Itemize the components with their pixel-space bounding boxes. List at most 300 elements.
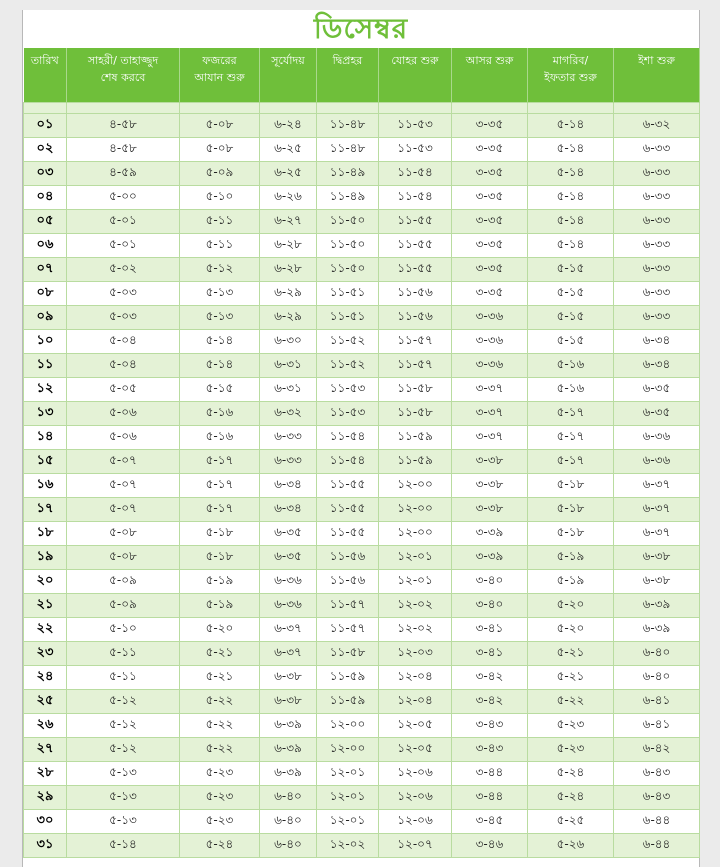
cell-noon: ১১-৫৫ (317, 522, 379, 546)
cell-date: ০৫ (24, 210, 67, 234)
cell-zuhr-start: ১১-৫৬ (379, 282, 452, 306)
cell-fajr-azan: ৫-১৩ (180, 306, 260, 330)
cell-asr-start: ৩-৩৫ (452, 258, 528, 282)
cell-noon: ১১-৫৬ (317, 570, 379, 594)
table-row (24, 786, 700, 810)
cell-maghrib-iftar: ৫-১৫ (528, 258, 614, 282)
cell-sunrise: ৬-৩৪ (260, 474, 317, 498)
cell-maghrib-iftar: ৫-১৭ (528, 426, 614, 450)
cell-maghrib-iftar: ৫-১৯ (528, 546, 614, 570)
cell-sehri-end: ৫-০৮ (67, 522, 180, 546)
cell-isha-start: ৬-৩৯ (614, 594, 700, 618)
cell-sehri-end: ৫-১০ (67, 618, 180, 642)
cell-zuhr-start: ১২-০৬ (379, 762, 452, 786)
table-row (24, 690, 700, 714)
cell-noon: ১২-০০ (317, 738, 379, 762)
cell-noon: ১১-৫৫ (317, 498, 379, 522)
cell-sehri-end: ৫-০৪ (67, 354, 180, 378)
cell-fajr-azan: ৫-২৩ (180, 786, 260, 810)
cell-sunrise: ৬-২৫ (260, 138, 317, 162)
cell-noon: ১১-৫৩ (317, 402, 379, 426)
table-row (24, 138, 700, 162)
cell-sunrise: ৬-২৬ (260, 186, 317, 210)
cell-fajr-azan: ৫-১১ (180, 234, 260, 258)
cell-noon: ১২-০০ (317, 714, 379, 738)
table-row (24, 426, 700, 450)
cell-sehri-end: ৫-০১ (67, 234, 180, 258)
cell-sehri-end: ৫-০৭ (67, 474, 180, 498)
cell-sehri-end: ৫-১৩ (67, 762, 180, 786)
cell-isha-start: ৬-৩৩ (614, 234, 700, 258)
cell-fajr-azan: ৫-১৭ (180, 498, 260, 522)
column-header-noon (317, 48, 379, 103)
column-header-zuhr-start (379, 48, 452, 103)
cell-date: ০২ (24, 138, 67, 162)
cell-sunrise: ৬-৩৬ (260, 570, 317, 594)
table-row (24, 546, 700, 570)
cell-sunrise: ৬-৩১ (260, 378, 317, 402)
cell-isha-start: ৬-৩৩ (614, 162, 700, 186)
prayer-times-table (23, 48, 700, 858)
cell-maghrib-iftar: ৫-২৩ (528, 738, 614, 762)
column-header-sublabel: ইফতার শুরু (544, 71, 597, 84)
cell-fajr-azan: ৫-১৭ (180, 450, 260, 474)
table-row (24, 594, 700, 618)
cell-isha-start: ৬-৩৯ (614, 618, 700, 642)
cell-sehri-end: ৫-১২ (67, 714, 180, 738)
cell-noon: ১১-৫৫ (317, 474, 379, 498)
cell-sunrise: ৬-২৯ (260, 306, 317, 330)
table-row (24, 450, 700, 474)
cell-sehri-end: ৫-০৯ (67, 570, 180, 594)
cell-sunrise: ৬-২৫ (260, 162, 317, 186)
cell-date: ১৪ (24, 426, 67, 450)
cell-maghrib-iftar: ৫-২১ (528, 642, 614, 666)
cell-date: ৩০ (24, 810, 67, 834)
table-row (24, 642, 700, 666)
cell-date: ০৬ (24, 234, 67, 258)
cell-sunrise: ৬-৩৮ (260, 666, 317, 690)
cell-zuhr-start: ১২-০৪ (379, 666, 452, 690)
cell-sehri-end: ৫-০৬ (67, 402, 180, 426)
cell-date: ৩১ (24, 834, 67, 858)
cell-sunrise: ৬-৩৯ (260, 762, 317, 786)
cell-zuhr-start: ১২-০১ (379, 546, 452, 570)
table-row (24, 618, 700, 642)
cell-zuhr-start: ১২-০৪ (379, 690, 452, 714)
cell-isha-start: ৬-৩৮ (614, 570, 700, 594)
cell-date: ০৩ (24, 162, 67, 186)
cell-noon: ১১-৫৪ (317, 426, 379, 450)
cell-isha-start: ৬-৪০ (614, 666, 700, 690)
cell-isha-start: ৬-৩৩ (614, 282, 700, 306)
cell-noon: ১১-৫০ (317, 258, 379, 282)
cell-date: ২৩ (24, 642, 67, 666)
cell-date: ০৯ (24, 306, 67, 330)
cell-sunrise: ৬-২৪ (260, 114, 317, 138)
cell-maghrib-iftar: ৫-২০ (528, 618, 614, 642)
cell-maghrib-iftar: ৫-১৭ (528, 450, 614, 474)
table-row (24, 810, 700, 834)
cell-asr-start: ৩-৩৫ (452, 234, 528, 258)
cell-zuhr-start: ১২-০০ (379, 522, 452, 546)
cell-maghrib-iftar: ৫-১৮ (528, 474, 614, 498)
cell-fajr-azan: ৫-১৪ (180, 354, 260, 378)
cell-sunrise: ৬-৩৭ (260, 642, 317, 666)
page-title: ডিসেম্বর (313, 12, 409, 45)
cell-maghrib-iftar: ৫-১৪ (528, 210, 614, 234)
cell-asr-start: ৩-৩৫ (452, 138, 528, 162)
column-header-sehri-end (67, 48, 180, 103)
table-row (24, 330, 700, 354)
cell-noon: ১২-০২ (317, 834, 379, 858)
cell-zuhr-start: ১১-৫৭ (379, 330, 452, 354)
cell-fajr-azan: ৫-২২ (180, 738, 260, 762)
column-header-label: সূর্যোদয় (271, 54, 305, 67)
cell-zuhr-start: ১২-০১ (379, 570, 452, 594)
cell-isha-start: ৬-৩৬ (614, 426, 700, 450)
cell-zuhr-start: ১১-৫৫ (379, 258, 452, 282)
cell-asr-start: ৩-৪০ (452, 570, 528, 594)
column-header-isha-start (614, 48, 700, 103)
cell-asr-start: ৩-৪৩ (452, 738, 528, 762)
table-row (24, 354, 700, 378)
cell-sehri-end: ৫-০৮ (67, 546, 180, 570)
table-row (24, 282, 700, 306)
cell-isha-start: ৬-৩৩ (614, 258, 700, 282)
cell-noon: ১১-৫৮ (317, 642, 379, 666)
table-row (24, 666, 700, 690)
cell-isha-start: ৬-৩৭ (614, 522, 700, 546)
cell-zuhr-start: ১২-০২ (379, 594, 452, 618)
cell-date: ২৬ (24, 714, 67, 738)
cell-fajr-azan: ৫-২১ (180, 666, 260, 690)
column-header-label: সাহরী/ তাহাজ্জুদ (87, 54, 159, 67)
cell-asr-start: ৩-৪৬ (452, 834, 528, 858)
cell-sehri-end: ৪-৫৯ (67, 162, 180, 186)
table-row (24, 114, 700, 138)
cell-sehri-end: ৫-১১ (67, 642, 180, 666)
cell-asr-start: ৩-৩৭ (452, 402, 528, 426)
column-header-label: আসর শুরু (465, 54, 514, 67)
cell-maghrib-iftar: ৫-২৬ (528, 834, 614, 858)
cell-isha-start: ৬-৪১ (614, 714, 700, 738)
cell-noon: ১১-৪৮ (317, 138, 379, 162)
cell-sehri-end: ৫-১৩ (67, 786, 180, 810)
cell-isha-start: ৬-৩৩ (614, 306, 700, 330)
cell-noon: ১১-৫১ (317, 282, 379, 306)
cell-noon: ১১-৪৮ (317, 114, 379, 138)
cell-zuhr-start: ১২-০৭ (379, 834, 452, 858)
cell-fajr-azan: ৫-১৯ (180, 594, 260, 618)
cell-zuhr-start: ১২-০২ (379, 618, 452, 642)
cell-date: ২৪ (24, 666, 67, 690)
table-row (24, 762, 700, 786)
cell-date: ২৭ (24, 738, 67, 762)
cell-noon: ১১-৫০ (317, 234, 379, 258)
cell-noon: ১১-৫২ (317, 354, 379, 378)
cell-sunrise: ৬-৩৫ (260, 546, 317, 570)
cell-date: ২৯ (24, 786, 67, 810)
cell-asr-start: ৩-৩৫ (452, 210, 528, 234)
cell-date: ১৯ (24, 546, 67, 570)
cell-asr-start: ৩-৩৮ (452, 474, 528, 498)
cell-asr-start: ৩-৪১ (452, 642, 528, 666)
table-row (24, 378, 700, 402)
cell-isha-start: ৬-৩৩ (614, 186, 700, 210)
cell-maghrib-iftar: ৫-১৫ (528, 330, 614, 354)
cell-zuhr-start: ১১-৫৩ (379, 114, 452, 138)
cell-noon: ১১-৫৭ (317, 618, 379, 642)
cell-noon: ১১-৫১ (317, 306, 379, 330)
cell-maghrib-iftar: ৫-২৫ (528, 810, 614, 834)
cell-date: ১৫ (24, 450, 67, 474)
cell-maghrib-iftar: ৫-১৪ (528, 234, 614, 258)
cell-sunrise: ৬-২৮ (260, 234, 317, 258)
cell-maghrib-iftar: ৫-১৪ (528, 162, 614, 186)
cell-asr-start: ৩-৩৬ (452, 354, 528, 378)
cell-isha-start: ৬-৩২ (614, 114, 700, 138)
cell-zuhr-start: ১১-৫৭ (379, 354, 452, 378)
column-header-label: মাগরিব/ (552, 54, 589, 67)
table-row (24, 522, 700, 546)
cell-sehri-end: ৫-১৩ (67, 810, 180, 834)
cell-sehri-end: ৫-১২ (67, 738, 180, 762)
cell-maghrib-iftar: ৫-১৬ (528, 354, 614, 378)
cell-zuhr-start: ১১-৫৬ (379, 306, 452, 330)
cell-noon: ১১-৫০ (317, 210, 379, 234)
cell-sehri-end: ৫-০৬ (67, 426, 180, 450)
cell-maghrib-iftar: ৫-১৪ (528, 114, 614, 138)
cell-fajr-azan: ৫-১০ (180, 186, 260, 210)
cell-fajr-azan: ৫-২২ (180, 690, 260, 714)
cell-zuhr-start: ১১-৫৮ (379, 378, 452, 402)
column-header-asr-start (452, 48, 528, 103)
cell-sunrise: ৬-৩৫ (260, 522, 317, 546)
table-row (24, 714, 700, 738)
cell-noon: ১২-০১ (317, 762, 379, 786)
cell-date: ১২ (24, 378, 67, 402)
cell-zuhr-start: ১২-০০ (379, 498, 452, 522)
cell-date: ০১ (24, 114, 67, 138)
cell-zuhr-start: ১১-৫৩ (379, 138, 452, 162)
table-row (24, 210, 700, 234)
column-header-label: যোহর শুরু (391, 54, 439, 67)
cell-asr-start: ৩-৩৫ (452, 162, 528, 186)
cell-fajr-azan: ৫-১২ (180, 258, 260, 282)
cell-sehri-end: ৫-০৫ (67, 378, 180, 402)
cell-sehri-end: ৪-৫৮ (67, 114, 180, 138)
column-header-label: ফজরের (202, 54, 237, 67)
cell-sehri-end: ৫-০০ (67, 186, 180, 210)
cell-fajr-azan: ৫-১৮ (180, 546, 260, 570)
cell-zuhr-start: ১২-০৬ (379, 786, 452, 810)
column-header-sunrise (260, 48, 317, 103)
cell-maghrib-iftar: ৫-১৪ (528, 186, 614, 210)
cell-fajr-azan: ৫-১৯ (180, 570, 260, 594)
cell-date: ২২ (24, 618, 67, 642)
cell-sunrise: ৬-৪০ (260, 786, 317, 810)
cell-date: ১১ (24, 354, 67, 378)
cell-isha-start: ৬-৪৩ (614, 762, 700, 786)
cell-sehri-end: ৪-৫৮ (67, 138, 180, 162)
cell-isha-start: ৬-৩৭ (614, 474, 700, 498)
cell-fajr-azan: ৫-১৮ (180, 522, 260, 546)
cell-date: ২৮ (24, 762, 67, 786)
cell-sehri-end: ৫-০৭ (67, 450, 180, 474)
cell-noon: ১১-৫৭ (317, 594, 379, 618)
cell-sunrise: ৬-৩৬ (260, 594, 317, 618)
cell-sehri-end: ৫-০৭ (67, 498, 180, 522)
cell-sunrise: ৬-৩১ (260, 354, 317, 378)
cell-fajr-azan: ৫-২৩ (180, 762, 260, 786)
cell-zuhr-start: ১২-০৬ (379, 810, 452, 834)
table-row (24, 186, 700, 210)
cell-asr-start: ৩-৩৭ (452, 378, 528, 402)
cell-sunrise: ৬-২৮ (260, 258, 317, 282)
cell-fajr-azan: ৫-১৩ (180, 282, 260, 306)
cell-date: ২০ (24, 570, 67, 594)
cell-noon: ১২-০১ (317, 786, 379, 810)
column-header-sublabel: শেষ করবে (100, 71, 146, 84)
cell-asr-start: ৩-৩৬ (452, 330, 528, 354)
table-row (24, 234, 700, 258)
cell-sehri-end: ৫-১৪ (67, 834, 180, 858)
table-row (24, 498, 700, 522)
cell-isha-start: ৬-৩৪ (614, 330, 700, 354)
cell-sehri-end: ৫-০১ (67, 210, 180, 234)
cell-maghrib-iftar: ৫-২০ (528, 594, 614, 618)
column-header-label: দ্বিপ্রহর (332, 54, 363, 67)
cell-asr-start: ৩-৪৫ (452, 810, 528, 834)
table-body (24, 103, 700, 858)
cell-noon: ১১-৫৯ (317, 666, 379, 690)
cell-asr-start: ৩-৩৯ (452, 546, 528, 570)
cell-isha-start: ৬-৪৪ (614, 834, 700, 858)
cell-noon: ১১-৫৯ (317, 690, 379, 714)
cell-sunrise: ৬-৩৯ (260, 738, 317, 762)
cell-noon: ১২-০১ (317, 810, 379, 834)
cell-sunrise: ৬-৩৭ (260, 618, 317, 642)
cell-fajr-azan: ৫-১৬ (180, 426, 260, 450)
cell-zuhr-start: ১২-০০ (379, 474, 452, 498)
cell-isha-start: ৬-৩৫ (614, 378, 700, 402)
cell-date: ১৭ (24, 498, 67, 522)
table-row (24, 738, 700, 762)
cell-asr-start: ৩-৩৯ (452, 522, 528, 546)
cell-maghrib-iftar: ৫-১৮ (528, 498, 614, 522)
cell-fajr-azan: ৫-২২ (180, 714, 260, 738)
cell-asr-start: ৩-৩৫ (452, 282, 528, 306)
cell-sunrise: ৬-৪০ (260, 834, 317, 858)
cell-fajr-azan: ৫-২০ (180, 618, 260, 642)
table-row (24, 258, 700, 282)
cell-sunrise: ৬-৩৪ (260, 498, 317, 522)
cell-isha-start: ৬-৩৭ (614, 498, 700, 522)
cell-fajr-azan: ৫-১৫ (180, 378, 260, 402)
cell-isha-start: ৬-৩৪ (614, 354, 700, 378)
cell-asr-start: ৩-৪৪ (452, 762, 528, 786)
column-header-sublabel: আযান শুরু (194, 71, 245, 84)
cell-sehri-end: ৫-০৯ (67, 594, 180, 618)
cell-sunrise: ৬-৩৩ (260, 450, 317, 474)
cell-zuhr-start: ১১-৫৪ (379, 162, 452, 186)
cell-date: ০৭ (24, 258, 67, 282)
cell-date: ১০ (24, 330, 67, 354)
cell-asr-start: ৩-৩৭ (452, 426, 528, 450)
cell-zuhr-start: ১২-০৩ (379, 642, 452, 666)
table-row (24, 834, 700, 858)
cell-sunrise: ৬-৩৯ (260, 714, 317, 738)
cell-maghrib-iftar: ৫-১৫ (528, 306, 614, 330)
cell-date: ১৬ (24, 474, 67, 498)
cell-maghrib-iftar: ৫-১৫ (528, 282, 614, 306)
cell-zuhr-start: ১২-০৫ (379, 714, 452, 738)
cell-asr-start: ৩-৩৫ (452, 114, 528, 138)
column-header-label: তারিখ (30, 54, 59, 67)
cell-asr-start: ৩-৩৬ (452, 306, 528, 330)
cell-asr-start: ৩-৪১ (452, 618, 528, 642)
cell-sehri-end: ৫-০৩ (67, 282, 180, 306)
cell-fajr-azan: ৫-১৪ (180, 330, 260, 354)
cell-sunrise: ৬-৩০ (260, 330, 317, 354)
cell-fajr-azan: ৫-২৩ (180, 810, 260, 834)
cell-maghrib-iftar: ৫-১৯ (528, 570, 614, 594)
cell-isha-start: ৬-৪৩ (614, 786, 700, 810)
table-row (24, 306, 700, 330)
cell-fajr-azan: ৫-০৮ (180, 114, 260, 138)
cell-sunrise: ৬-৩৮ (260, 690, 317, 714)
cell-maghrib-iftar: ৫-২৪ (528, 786, 614, 810)
cell-fajr-azan: ৫-২১ (180, 642, 260, 666)
cell-fajr-azan: ৫-১৭ (180, 474, 260, 498)
cell-isha-start: ৬-৪১ (614, 690, 700, 714)
cell-asr-start: ৩-৪০ (452, 594, 528, 618)
cell-sehri-end: ৫-০৩ (67, 306, 180, 330)
cell-zuhr-start: ১১-৫৯ (379, 426, 452, 450)
cell-zuhr-start: ১১-৫৫ (379, 234, 452, 258)
cell-asr-start: ৩-৩৫ (452, 186, 528, 210)
cell-isha-start: ৬-৩৩ (614, 210, 700, 234)
cell-sunrise: ৬-২৯ (260, 282, 317, 306)
cell-sunrise: ৬-২৭ (260, 210, 317, 234)
cell-date: ০৪ (24, 186, 67, 210)
cell-isha-start: ৬-৩৮ (614, 546, 700, 570)
cell-noon: ১১-৫২ (317, 330, 379, 354)
cell-fajr-azan: ৫-২৪ (180, 834, 260, 858)
cell-isha-start: ৬-৪৪ (614, 810, 700, 834)
calendar-sheet (22, 10, 700, 867)
cell-sunrise: ৬-৩২ (260, 402, 317, 426)
cell-isha-start: ৬-৪২ (614, 738, 700, 762)
table-row (24, 162, 700, 186)
cell-maghrib-iftar: ৫-২৪ (528, 762, 614, 786)
cell-noon: ১১-৫৬ (317, 546, 379, 570)
cell-sunrise: ৬-৩৩ (260, 426, 317, 450)
cell-fajr-azan: ৫-১৬ (180, 402, 260, 426)
column-header-maghrib-iftar (528, 48, 614, 103)
cell-noon: ১১-৫৩ (317, 378, 379, 402)
cell-asr-start: ৩-৩৮ (452, 450, 528, 474)
cell-fajr-azan: ৫-০৯ (180, 162, 260, 186)
cell-sehri-end: ৫-১১ (67, 666, 180, 690)
cell-isha-start: ৬-৪০ (614, 642, 700, 666)
table-row (24, 570, 700, 594)
cell-date: ২৫ (24, 690, 67, 714)
column-header-label: ইশা শুরু (638, 54, 675, 67)
cell-asr-start: ৩-৪২ (452, 690, 528, 714)
cell-isha-start: ৬-৩৬ (614, 450, 700, 474)
